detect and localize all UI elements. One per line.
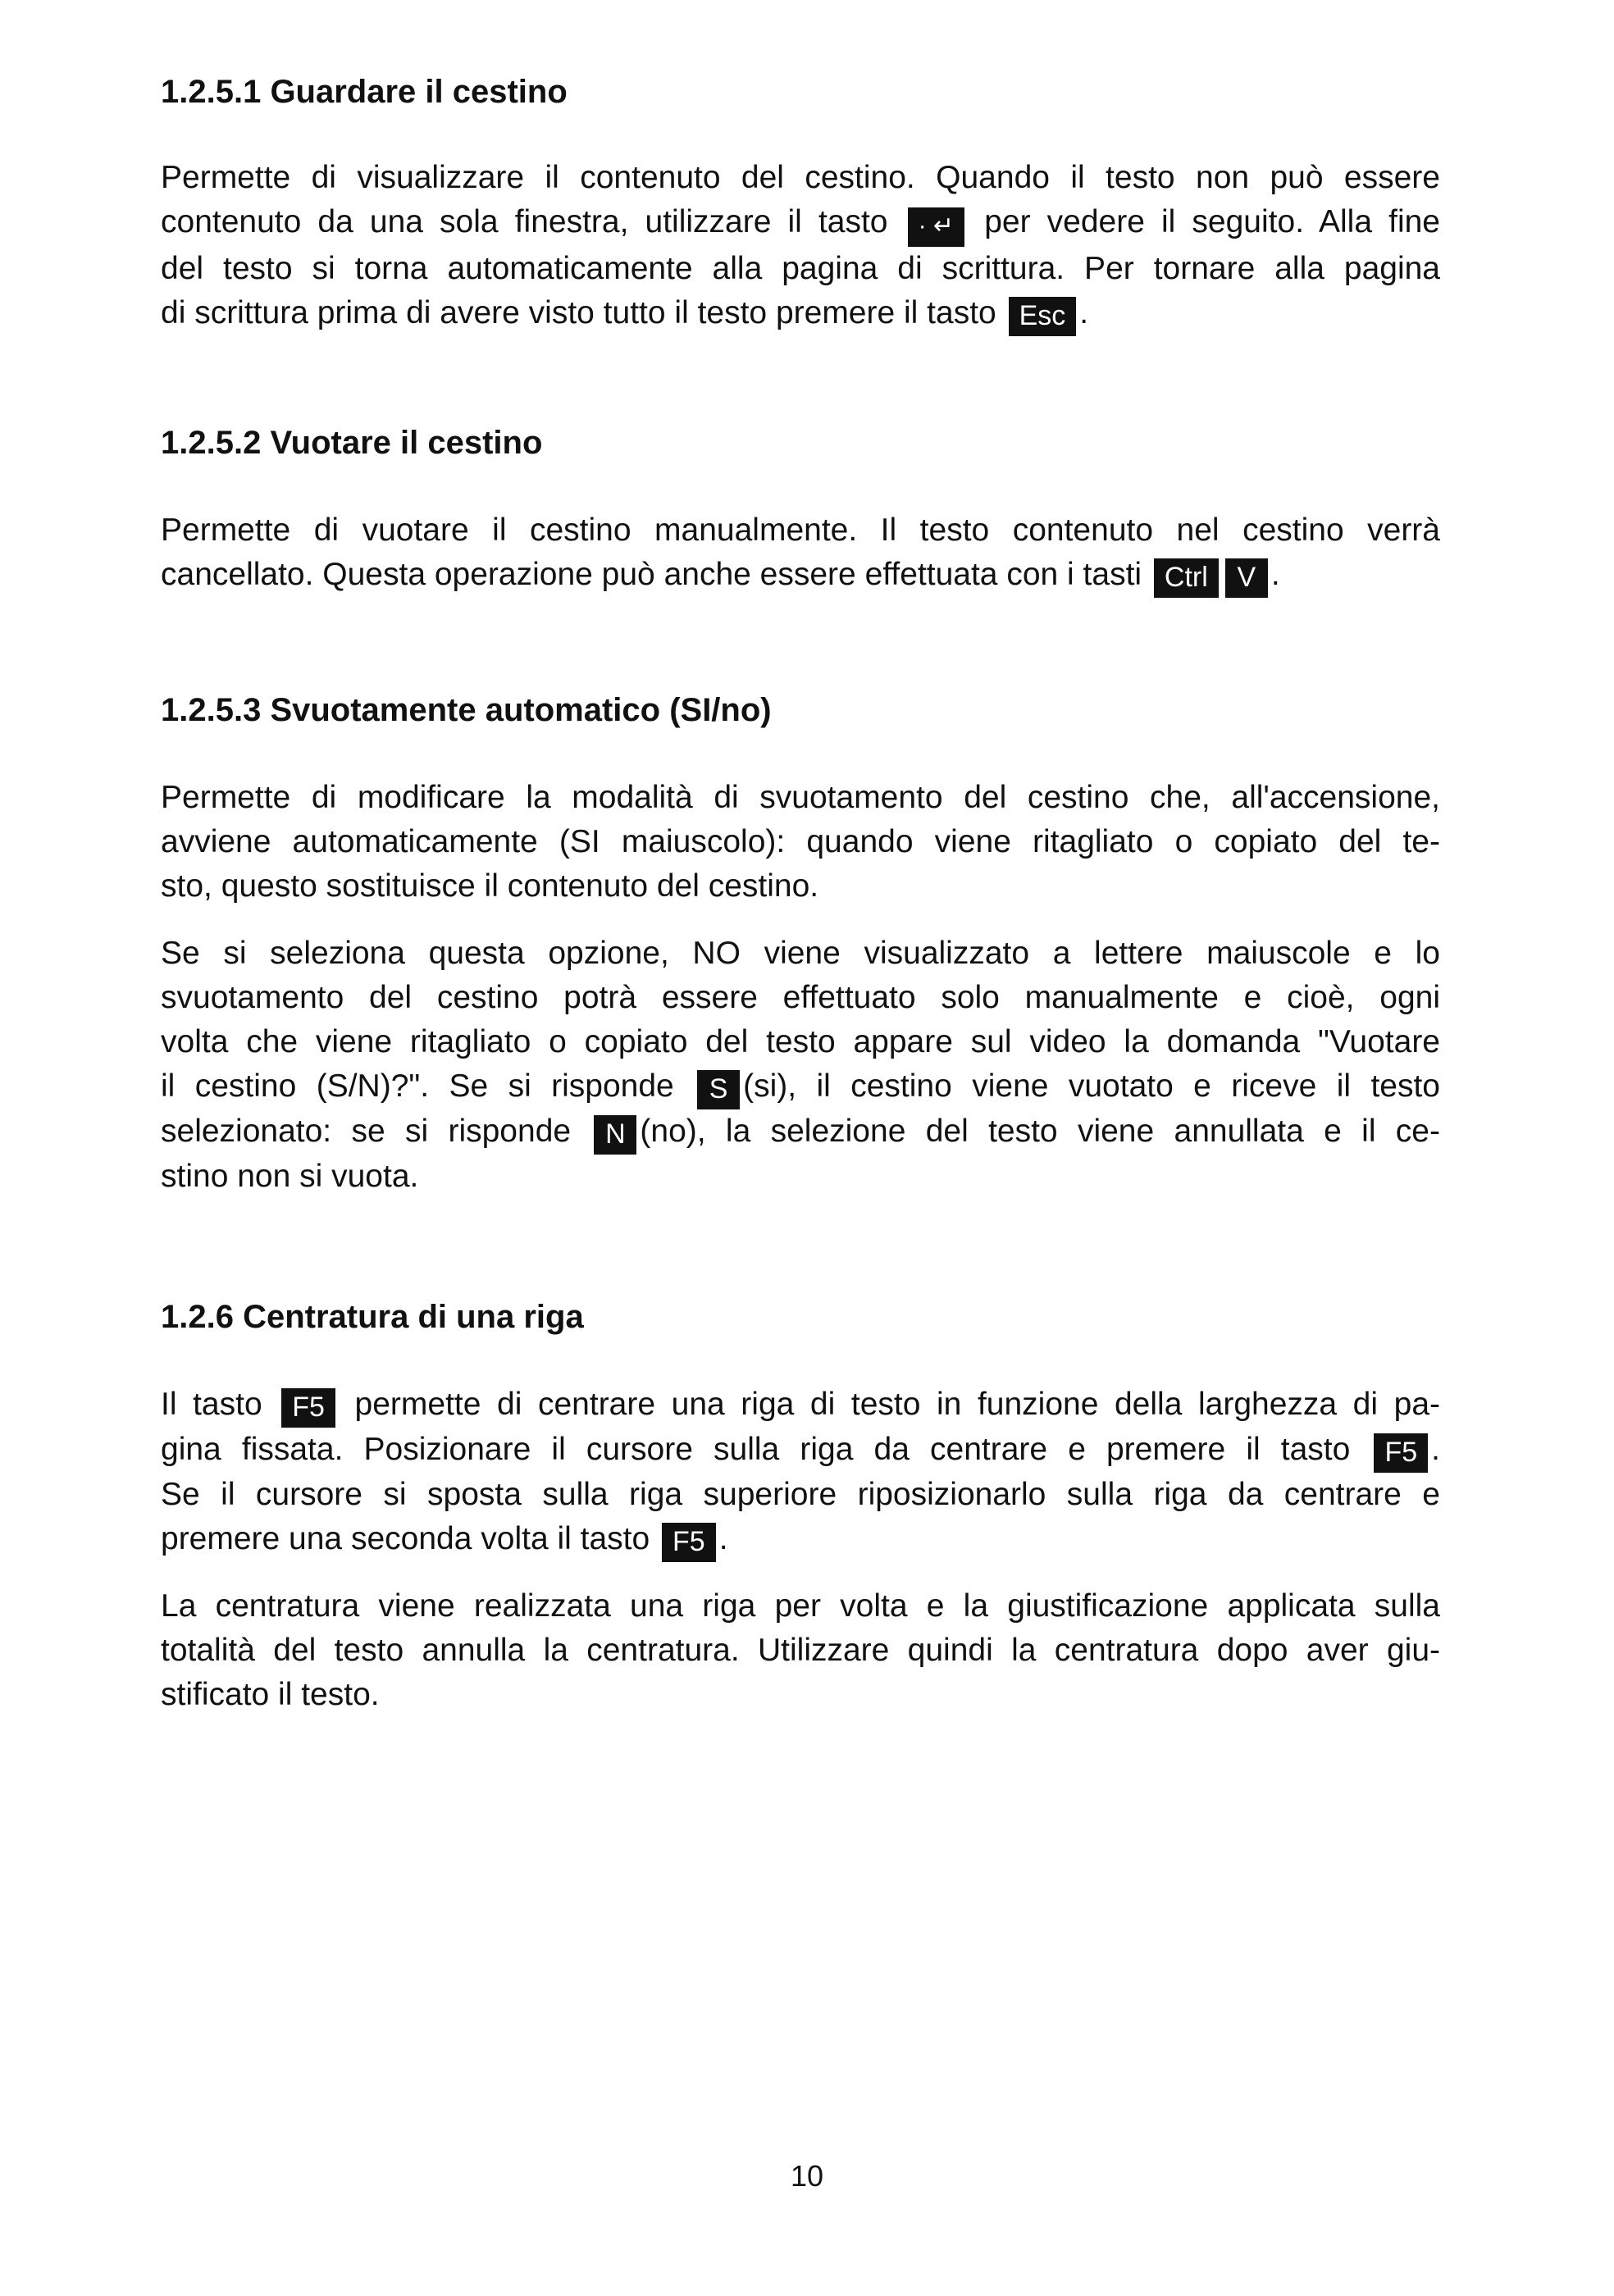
text-line: del testo si torna automaticamente alla pagina di scrittura. Per tornare alla pagina: [161, 251, 1440, 286]
section-heading-guardare-cestino: 1.2.5.1 Guardare il cestino: [161, 74, 568, 110]
text-line: Il tasto F5 permette di centrare una riga di testo in funzione della larghezza di pa-: [161, 1383, 1440, 1428]
text-line: di scrittura prima di avere visto tutto il testo premere il tasto Esc .: [161, 291, 1440, 336]
text-line: avviene automaticamente (SI maiuscolo): quando viene ritagliato o copiato del te-: [161, 824, 1440, 859]
text-line: stino non si vuota.: [161, 1159, 419, 1194]
section-heading-svuotamento-automatico: 1.2.5.3 Svuotamente automatico (SI/no): [161, 692, 772, 728]
text-line: stificato il testo.: [161, 1677, 380, 1712]
text-line: sto, questo sostituisce il contenuto del cestino.: [161, 868, 819, 904]
f5-key-icon: F5: [662, 1523, 716, 1562]
page-number: 10: [790, 2159, 824, 2193]
section-heading-centratura: 1.2.6 Centratura di una riga: [161, 1299, 584, 1335]
text-line: volta che viene ritagliato o copiato del testo appare sul video la domanda "Vuotare: [161, 1024, 1440, 1059]
n-key-icon: N: [594, 1115, 636, 1155]
paragraph-centratura-1: [161, 1383, 1440, 1562]
text-line: Se si seleziona questa opzione, NO viene visualizzato a lettere maiuscole e lo: [161, 936, 1440, 971]
text-line: totalità del testo annulla la centratura. Utilizzare quindi la centratura dopo aver giu-: [161, 1633, 1440, 1668]
text-line: Se il cursore si sposta sulla riga superiore riposizionarlo sulla riga da centrare e: [161, 1477, 1440, 1512]
paragraph-centratura-2: [161, 1584, 1440, 1717]
paragraph-vuotare-cestino: [161, 508, 1440, 598]
text-line: La centratura viene realizzata una riga per volta e la giustificazione applicata sulla: [161, 1588, 1440, 1624]
f5-key-icon: F5: [281, 1388, 335, 1428]
text-line: gina fissata. Posizionare il cursore sulla riga da centrare e premere il tasto F5 .: [161, 1428, 1440, 1473]
text-line: Permette di vuotare il cestino manualmente. Il testo contenuto nel cestino verrà: [161, 512, 1440, 548]
text-line: selezionato: se si risponde N (no), la selezione del testo viene annullata e il ce-: [161, 1109, 1440, 1155]
s-key-icon: S: [697, 1070, 740, 1109]
enter-key-icon: · ↵: [908, 207, 964, 247]
paragraph-guardare-cestino: [161, 156, 1440, 336]
text-line: cancellato. Questa operazione può anche essere effettuata con i tasti Ctrl V .: [161, 553, 1440, 598]
text-line: Permette di visualizzare il contenuto del cestino. Quando il testo non può essere: [161, 160, 1440, 195]
ctrl-key-icon: Ctrl: [1154, 558, 1219, 598]
text-line: il cestino (S/N)?". Se si risponde S (si), il cestino viene vuotato e riceve il testo: [161, 1064, 1440, 1109]
paragraph-svuotamento-1: [161, 776, 1440, 909]
v-key-icon: V: [1225, 558, 1268, 598]
section-heading-vuotare-cestino: 1.2.5.2 Vuotare il cestino: [161, 425, 543, 461]
text-line: premere una seconda volta il tasto F5 .: [161, 1517, 1440, 1562]
paragraph-svuotamento-2: [161, 932, 1440, 1199]
esc-key-icon: Esc: [1009, 297, 1077, 336]
f5-key-icon: F5: [1374, 1433, 1428, 1473]
text-line: Permette di modificare la modalità di svuotamento del cestino che, all'accensione,: [161, 780, 1440, 815]
text-line: svuotamento del cestino potrà essere effettuato solo manualmente e cioè, ogni: [161, 980, 1440, 1015]
text-line: contenuto da una sola finestra, utilizzare il tasto · ↵ per vedere il seguito. Alla fine: [161, 200, 1440, 247]
